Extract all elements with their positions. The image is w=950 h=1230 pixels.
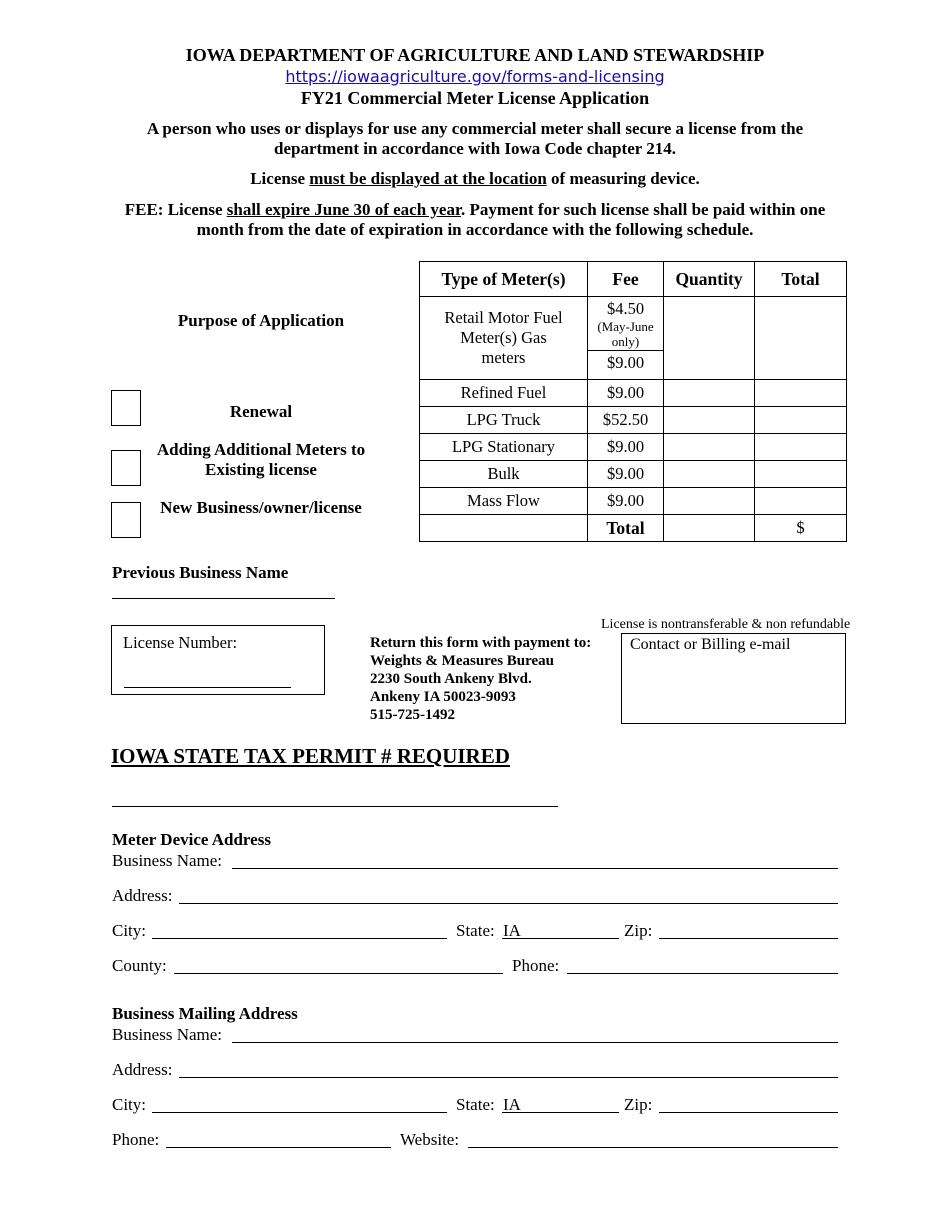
- fee-notice-pre: FEE: License: [124, 200, 227, 219]
- adding-meters-checkbox[interactable]: [111, 450, 141, 486]
- return-info-line: 515-725-1492: [370, 707, 455, 723]
- new-business-checkbox[interactable]: [111, 502, 141, 538]
- meter-city-input[interactable]: [152, 938, 447, 939]
- previous-business-label: Previous Business Name: [112, 563, 289, 582]
- return-info-line: 2230 South Ankeny Blvd.: [370, 671, 532, 687]
- mailing-address-heading: Business Mailing Address: [112, 1004, 298, 1023]
- mailing-address-label: Address:: [112, 1060, 173, 1079]
- tax-permit-input[interactable]: [112, 806, 558, 807]
- total-row-empty: [420, 515, 588, 542]
- display-notice-post: of measuring device.: [546, 169, 700, 188]
- return-info: [370, 634, 591, 724]
- display-notice-underlined: must be displayed at the location: [309, 169, 547, 188]
- tax-permit-heading: IOWA STATE TAX PERMIT # REQUIRED: [111, 744, 510, 768]
- nontransferable-note: License is nontransferable & non refundable: [601, 617, 851, 632]
- retail-quantity-cell[interactable]: [664, 297, 755, 380]
- meter-address-heading: Meter Device Address: [112, 830, 271, 849]
- header-quantity: Quantity: [664, 262, 755, 297]
- mailing-state-label: State:: [456, 1095, 495, 1114]
- fee-table-header: [420, 262, 847, 297]
- retail-total-cell[interactable]: [755, 297, 847, 380]
- row-quantity-cell[interactable]: [664, 407, 755, 434]
- fee-notice-post: . Payment for such license shall be paid within one month from the date of expiration in accordance with the following schedule.: [196, 200, 826, 239]
- mailing-state-value: IA: [503, 1095, 521, 1114]
- row-fee: $52.50: [588, 407, 664, 434]
- retail-type: Retail Motor Fuel Meter(s) Gas meters: [420, 297, 588, 380]
- license-number-input[interactable]: [124, 687, 291, 688]
- table-row: [420, 407, 847, 434]
- row-total-cell[interactable]: [755, 488, 847, 515]
- row-quantity-cell[interactable]: [664, 380, 755, 407]
- meter-business-name-label: Business Name:: [112, 851, 223, 870]
- row-type: Bulk: [420, 461, 588, 488]
- meter-address-input[interactable]: [179, 903, 838, 904]
- retail-fee-1: $4.50: [606, 298, 645, 318]
- contact-email-label: Contact or Billing e-mail: [630, 636, 791, 653]
- license-number-box[interactable]: [111, 625, 325, 695]
- return-info-line: Ankeny IA 50023-9093: [370, 689, 516, 705]
- total-quantity-cell[interactable]: [664, 515, 755, 542]
- display-notice-pre: License: [250, 169, 310, 188]
- row-quantity-cell[interactable]: [664, 488, 755, 515]
- return-info-line: Weights & Measures Bureau: [370, 653, 555, 669]
- fee-notice: [115, 200, 835, 240]
- row-type: LPG Stationary: [420, 434, 588, 461]
- table-row: [420, 434, 847, 461]
- mailing-phone-label: Phone:: [112, 1130, 160, 1149]
- meter-state-value: IA: [503, 921, 521, 940]
- header-type: Type of Meter(s): [420, 262, 588, 297]
- row-type: Mass Flow: [420, 488, 588, 515]
- new-business-label: New Business/owner/license: [160, 498, 362, 517]
- table-row: [420, 461, 847, 488]
- mailing-website-label: Website:: [400, 1130, 460, 1149]
- mailing-business-name-input[interactable]: [232, 1042, 838, 1043]
- row-quantity-cell[interactable]: [664, 461, 755, 488]
- row-fee: $9.00: [588, 434, 664, 461]
- row-type: Refined Fuel: [420, 380, 588, 407]
- previous-business-input[interactable]: [112, 598, 335, 599]
- mailing-city-input[interactable]: [152, 1112, 447, 1113]
- meter-phone-label: Phone:: [512, 956, 560, 975]
- row-fee: $9.00: [588, 488, 664, 515]
- adding-meters-label: Adding Additional Meters to Existing license: [156, 440, 366, 479]
- table-row: [420, 380, 847, 407]
- return-info-line: Return this form with payment to:: [370, 635, 592, 651]
- row-fee: $9.00: [588, 380, 664, 407]
- renewal-checkbox[interactable]: [111, 390, 141, 426]
- meter-county-label: County:: [112, 956, 167, 975]
- purpose-heading: Purpose of Application: [177, 311, 345, 330]
- meter-city-label: City:: [112, 921, 147, 940]
- contact-email-box[interactable]: [621, 633, 846, 724]
- fee-table: [419, 261, 847, 542]
- meter-business-name-input[interactable]: [232, 868, 838, 869]
- form-title: FY21 Commercial Meter License Application: [300, 88, 650, 108]
- intro-text: A person who uses or displays for use any commercial meter shall secure a license from the department in accordance with Iowa Code chapter 214.: [146, 119, 804, 158]
- mailing-business-name-label: Business Name:: [112, 1025, 223, 1044]
- row-total-cell[interactable]: [755, 380, 847, 407]
- total-row: [420, 515, 847, 542]
- meter-zip-input[interactable]: [659, 938, 838, 939]
- retail-fee: [588, 297, 664, 380]
- retail-fee-2: $9.00: [606, 352, 645, 372]
- meter-zip-label: Zip:: [624, 921, 653, 940]
- meter-state-label: State:: [456, 921, 495, 940]
- display-notice: [0, 169, 950, 189]
- total-label: Total: [588, 515, 664, 542]
- license-number-label: License Number:: [123, 633, 238, 652]
- mailing-website-input[interactable]: [468, 1147, 838, 1148]
- retail-fee-note: (May-June only): [597, 318, 654, 349]
- table-row: [420, 488, 847, 515]
- mailing-address-input[interactable]: [179, 1077, 838, 1078]
- renewal-label: Renewal: [229, 402, 293, 421]
- mailing-phone-input[interactable]: [166, 1147, 391, 1148]
- mailing-zip-label: Zip:: [624, 1095, 653, 1114]
- row-total-cell[interactable]: [755, 434, 847, 461]
- header-fee: Fee: [588, 262, 664, 297]
- table-row: [420, 297, 847, 380]
- row-quantity-cell[interactable]: [664, 434, 755, 461]
- meter-county-input[interactable]: [174, 973, 503, 974]
- mailing-city-label: City:: [112, 1095, 147, 1114]
- row-type: LPG Truck: [420, 407, 588, 434]
- total-value-cell[interactable]: $: [755, 515, 847, 542]
- mailing-zip-input[interactable]: [659, 1112, 838, 1113]
- forms-link[interactable]: https://iowaagriculture.gov/forms-and-licensing: [285, 67, 665, 86]
- row-fee: $9.00: [588, 461, 664, 488]
- header-total: Total: [755, 262, 847, 297]
- meter-phone-input[interactable]: [567, 973, 838, 974]
- row-total-cell[interactable]: [755, 461, 847, 488]
- agency-name: IOWA DEPARTMENT OF AGRICULTURE AND LAND STEWARDSHIP: [185, 45, 765, 65]
- row-total-cell[interactable]: [755, 407, 847, 434]
- fee-notice-underlined: shall expire June 30 of each year: [226, 200, 461, 219]
- meter-address-label: Address:: [112, 886, 173, 905]
